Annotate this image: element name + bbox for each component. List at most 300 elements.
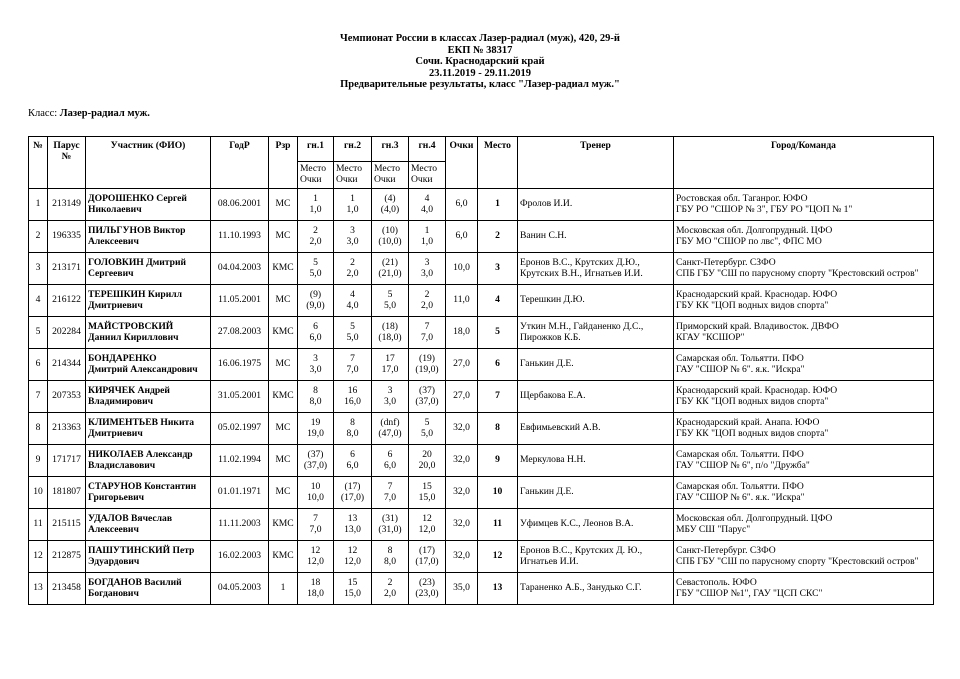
cell-year: 31.05.2001 <box>211 381 269 413</box>
cell-race-3 <box>372 253 409 285</box>
race-1-line1: 6 <box>313 320 318 332</box>
cell-place: 12 <box>478 541 518 573</box>
race-1-line1: 2 <box>313 224 318 236</box>
name-line1: УДАЛОВ Вячеслав <box>88 512 173 524</box>
cell-rank: МС <box>269 413 298 445</box>
race-3-line1: 7 <box>387 480 393 492</box>
name-line2: Дмитриевич <box>88 427 143 439</box>
race-2-line1: 16 <box>347 384 358 396</box>
city-line2: ГБУ МО "СШОР по лвс", ФПС МО <box>676 235 822 247</box>
cell-city <box>674 253 934 285</box>
cell-race-3 <box>372 445 409 477</box>
cell-race-2 <box>334 541 372 573</box>
cell-sail: 181807 <box>48 477 86 509</box>
race-2-line1: 7 <box>350 352 355 364</box>
cell-race-2 <box>334 285 372 317</box>
class-value: Лазер-радиал муж. <box>59 108 150 119</box>
header-race-3: гн.3 <box>372 137 409 162</box>
cell-race-2 <box>334 189 372 221</box>
name-line2: Владиславович <box>88 459 156 471</box>
cell-rank: МС <box>269 221 298 253</box>
name-line1: ГОЛОВКИН Дмитрий <box>88 256 187 268</box>
race-3-line1: 2 <box>387 576 393 588</box>
cell-race-2 <box>334 221 372 253</box>
table-row <box>29 381 934 413</box>
race-2-line2: 8,0 <box>346 427 359 439</box>
race-2-line2: 15,0 <box>344 587 361 599</box>
race-1-line1: 5 <box>313 256 318 268</box>
cell-sail: 213458 <box>48 573 86 605</box>
sub-place-label: Место <box>374 163 401 174</box>
cell-points: 32,0 <box>446 509 478 541</box>
name-line2: Дмитриевич <box>88 299 143 311</box>
cell-city <box>674 413 934 445</box>
cell-num: 13 <box>29 573 48 605</box>
cell-name <box>86 573 211 605</box>
cell-race-4 <box>409 221 446 253</box>
race-3-line1: 6 <box>387 448 393 460</box>
cell-city <box>674 189 934 221</box>
race-2-line2: 3,0 <box>346 235 359 247</box>
race-4-line1: (19) <box>419 352 435 364</box>
cell-sail: 207353 <box>48 381 86 413</box>
cell-coach <box>518 221 674 253</box>
cell-race-3 <box>372 573 409 605</box>
cell-coach <box>518 381 674 413</box>
cell-coach <box>518 285 674 317</box>
cell-points: 27,0 <box>446 381 478 413</box>
cell-points: 10,0 <box>446 253 478 285</box>
results-table <box>28 136 934 605</box>
race-3-line2: 3,0 <box>384 395 396 407</box>
cell-num: 8 <box>29 413 48 445</box>
cell-race-4 <box>409 317 446 349</box>
header-year: ГодР <box>211 137 269 189</box>
cell-city <box>674 445 934 477</box>
race-2-line1: 8 <box>350 416 355 428</box>
race-1-line2: 7,0 <box>309 523 322 535</box>
header-race-4: гн.4 <box>409 137 446 162</box>
cell-year: 11.10.1993 <box>211 221 269 253</box>
cell-rank: КМС <box>269 509 298 541</box>
race-4-line1: 3 <box>424 256 430 268</box>
cell-coach <box>518 573 674 605</box>
race-3-line2: (10,0) <box>378 235 402 247</box>
race-4-line2: (23,0) <box>415 587 439 599</box>
cell-year: 01.01.1971 <box>211 477 269 509</box>
cell-year: 16.02.2003 <box>211 541 269 573</box>
cell-race-3 <box>372 285 409 317</box>
city-line2: ГАУ "СШОР № 6", п/о "Дружба" <box>676 459 810 471</box>
name-line1: ПИЛЬГУНОВ Виктор <box>88 224 186 236</box>
cell-coach <box>518 189 674 221</box>
race-2-line2: 13,0 <box>344 523 361 535</box>
cell-sail: 202284 <box>48 317 86 349</box>
sub-place-label: Место <box>411 163 438 174</box>
cell-race-3 <box>372 349 409 381</box>
cell-sail: 196335 <box>48 221 86 253</box>
city-line1: Краснодарский край. Краснодар. ЮФО <box>676 384 838 396</box>
race-3-line1: (10) <box>382 224 398 236</box>
cell-race-1 <box>298 477 334 509</box>
cell-race-1 <box>298 509 334 541</box>
cell-coach <box>518 541 674 573</box>
cell-race-4 <box>409 413 446 445</box>
name-line2: Владимирович <box>88 395 154 407</box>
race-4-line2: 1,0 <box>421 235 433 247</box>
sub-place-label: Место <box>336 163 363 174</box>
document-header <box>0 33 960 91</box>
city-line1: Самарская обл. Тольятти. ПФО <box>676 480 804 492</box>
name-line1: БОГДАНОВ Василий <box>88 576 182 588</box>
city-line2: ГАУ "СШОР № 6". я.к. "Искра" <box>676 363 805 375</box>
city-line1: Севастополь. ЮФО <box>676 576 757 588</box>
cell-place: 3 <box>478 253 518 285</box>
name-line2: Даниил Кириллович <box>88 331 179 343</box>
coach-line1: Еронов В.С., Крутских Д. Ю., <box>520 544 643 556</box>
coach-line1: Уткин М.Н., Гайданенко Д.С., <box>520 320 644 332</box>
cell-name <box>86 413 211 445</box>
coach-line1: Терешкин Д.Ю. <box>520 294 585 306</box>
city-line1: Краснодарский край. Краснодар. ЮФО <box>676 288 838 300</box>
coach-line1: Меркулова Н.Н. <box>520 454 586 466</box>
name-line1: МАЙСТРОВСКИЙ <box>88 320 174 332</box>
race-3-line2: 5,0 <box>384 299 396 311</box>
race-4-line2: 7,0 <box>421 331 433 343</box>
race-2-line2: 5,0 <box>346 331 359 343</box>
cell-race-3 <box>372 541 409 573</box>
name-line1: КИРЯЧЕК Андрей <box>88 384 170 396</box>
race-3-line2: (18,0) <box>378 331 402 343</box>
city-line2: МБУ СШ "Парус" <box>676 523 751 535</box>
cell-place: 2 <box>478 221 518 253</box>
cell-num: 5 <box>29 317 48 349</box>
name-line2: Эдуардович <box>88 555 140 567</box>
cell-num: 1 <box>29 189 48 221</box>
race-2-line2: 7,0 <box>346 363 359 375</box>
cell-rank: МС <box>269 477 298 509</box>
name-line1: НИКОЛАЕВ Александр <box>88 448 193 460</box>
race-4-line2: 5,0 <box>421 427 433 439</box>
cell-coach <box>518 509 674 541</box>
cell-year: 11.05.2001 <box>211 285 269 317</box>
cell-points: 35,0 <box>446 573 478 605</box>
cell-city <box>674 381 934 413</box>
cell-coach <box>518 445 674 477</box>
cell-race-1 <box>298 413 334 445</box>
cell-race-1 <box>298 189 334 221</box>
race-2-line1: (17) <box>344 480 361 492</box>
cell-rank: МС <box>269 445 298 477</box>
race-2-line1: 3 <box>350 224 355 236</box>
table-row <box>29 285 934 317</box>
cell-race-4 <box>409 349 446 381</box>
cell-race-4 <box>409 509 446 541</box>
table-row <box>29 573 934 605</box>
cell-race-3 <box>372 189 409 221</box>
cell-race-2 <box>334 509 372 541</box>
race-4-line1: (17) <box>419 544 435 556</box>
cell-coach <box>518 253 674 285</box>
cell-place: 11 <box>478 509 518 541</box>
race-1-line1: 8 <box>313 384 318 396</box>
cell-race-4 <box>409 445 446 477</box>
cell-race-2 <box>334 253 372 285</box>
city-line1: Самарская обл. Тольятти. ПФО <box>676 448 804 460</box>
sub-points-label: Очки <box>374 173 396 185</box>
race-4-line1: 12 <box>422 512 432 524</box>
race-4-line1: 5 <box>424 416 430 428</box>
cell-race-4 <box>409 381 446 413</box>
city-line2: ГБУ КК "ЦОП водных видов спорта" <box>676 395 829 407</box>
cell-race-2 <box>334 477 372 509</box>
name-line1: ДОРОШЕНКО Сергей <box>88 192 187 204</box>
cell-rank: 1 <box>269 573 298 605</box>
cell-year: 11.11.2003 <box>211 509 269 541</box>
race-1-line2: 8,0 <box>309 395 322 407</box>
cell-race-1 <box>298 317 334 349</box>
cell-rank: МС <box>269 189 298 221</box>
race-1-line2: 5,0 <box>309 267 322 279</box>
race-3-line2: (47,0) <box>378 427 402 439</box>
coach-line1: Ганькин Д.Е. <box>520 358 574 370</box>
cell-year: 05.02.1997 <box>211 413 269 445</box>
event-location: Сочи. Краснодарский край <box>415 56 545 68</box>
subheader-race-3 <box>372 162 409 189</box>
cell-city <box>674 317 934 349</box>
race-4-line2: (19,0) <box>415 363 439 375</box>
race-1-line1: 19 <box>310 416 321 428</box>
race-1-line2: 3,0 <box>309 363 322 375</box>
race-1-line2: 12,0 <box>307 555 324 567</box>
cell-sail: 212875 <box>48 541 86 573</box>
race-4-line2: 12,0 <box>418 523 436 535</box>
race-3-line2: (31,0) <box>378 523 402 535</box>
name-line2: Богданович <box>88 587 139 599</box>
cell-race-3 <box>372 413 409 445</box>
cell-sail: 213363 <box>48 413 86 445</box>
table-row <box>29 189 934 221</box>
race-2-line1: 4 <box>350 288 355 300</box>
cell-city <box>674 349 934 381</box>
cell-city <box>674 477 934 509</box>
cell-place: 6 <box>478 349 518 381</box>
cell-rank: КМС <box>269 253 298 285</box>
race-3-line2: 17,0 <box>381 363 399 375</box>
cell-sail: 171717 <box>48 445 86 477</box>
header-coach: Тренер <box>518 137 674 189</box>
race-4-line2: 2,0 <box>421 299 433 311</box>
cell-coach <box>518 349 674 381</box>
subheader-race-4 <box>409 162 446 189</box>
race-4-line2: 15,0 <box>418 491 436 503</box>
race-4-line1: (37) <box>419 384 435 396</box>
race-3-line2: (4,0) <box>380 203 400 215</box>
name-line1: ТЕРЕШКИН Кирилл <box>88 288 182 300</box>
cell-points: 32,0 <box>446 413 478 445</box>
name-line2: Сергеевич <box>88 267 134 279</box>
cell-race-1 <box>298 285 334 317</box>
race-3-line1: (18) <box>382 320 398 332</box>
coach-line2: Пирожков К.Б. <box>520 331 581 343</box>
cell-rank: КМС <box>269 381 298 413</box>
cell-name <box>86 253 211 285</box>
cell-sail: 213149 <box>48 189 86 221</box>
race-3-line2: 6,0 <box>384 459 396 471</box>
cell-points: 6,0 <box>446 221 478 253</box>
race-3-line1: (4) <box>384 192 396 204</box>
name-line1: БОНДАРЕНКО <box>88 352 157 364</box>
race-3-line1: 8 <box>387 544 393 556</box>
cell-city <box>674 285 934 317</box>
subheader-race-1 <box>298 162 334 189</box>
cell-place: 1 <box>478 189 518 221</box>
table-row <box>29 445 934 477</box>
results-title: Предварительные результаты, класс "Лазер-радиал муж." <box>340 79 620 91</box>
cell-race-4 <box>409 253 446 285</box>
event-code: ЕКП № 38317 <box>447 44 513 56</box>
race-3-line1: (31) <box>382 512 398 524</box>
coach-line1: Щербакова Е.А. <box>520 390 586 402</box>
city-line1: Московская обл. Долгопрудный. ЦФО <box>676 512 833 524</box>
sub-points-label: Очки <box>411 173 433 185</box>
race-1-line1: 1 <box>313 192 318 204</box>
race-4-line1: 4 <box>424 192 430 204</box>
cell-sail: 213171 <box>48 253 86 285</box>
city-line2: ГБУ КК "ЦОП водных видов спорта" <box>676 299 829 311</box>
city-line1: Приморский край. Владивосток. ДВФО <box>676 320 839 332</box>
coach-line1: Евфимьевский А.В. <box>520 422 601 434</box>
cell-points: 18,0 <box>446 317 478 349</box>
table-row <box>29 541 934 573</box>
table-row <box>29 221 934 253</box>
race-2-line1: 1 <box>350 192 355 204</box>
cell-place: 9 <box>478 445 518 477</box>
cell-race-1 <box>298 541 334 573</box>
city-line2: ГБУ РО "СШОР № 3", ГБУ РО "ЦОП № 1" <box>676 203 853 215</box>
table-row <box>29 413 934 445</box>
city-line1: Краснодарский край. Анапа. ЮФО <box>676 416 820 428</box>
race-4-line1: (23) <box>419 576 435 588</box>
city-line1: Московская обл. Долгопрудный. ЦФО <box>676 224 833 236</box>
table-header-row <box>29 137 934 162</box>
event-dates: 23.11.2019 - 29.11.2019 <box>428 67 532 79</box>
cell-race-1 <box>298 253 334 285</box>
race-2-line2: 16,0 <box>344 395 361 407</box>
name-line2: Григорьевич <box>88 491 145 503</box>
race-1-line1: (9) <box>309 288 322 300</box>
race-4-line2: 3,0 <box>421 267 433 279</box>
cell-name <box>86 349 211 381</box>
cell-rank: КМС <box>269 541 298 573</box>
header-race-1: гн.1 <box>298 137 334 162</box>
header-sail-line1: Парус <box>53 140 80 151</box>
cell-race-4 <box>409 573 446 605</box>
cell-num: 10 <box>29 477 48 509</box>
cell-place: 13 <box>478 573 518 605</box>
cell-city <box>674 573 934 605</box>
table-row <box>29 477 934 509</box>
cell-race-1 <box>298 349 334 381</box>
race-4-line2: 20,0 <box>418 459 436 471</box>
race-3-line2: 2,0 <box>384 587 396 599</box>
cell-race-4 <box>409 541 446 573</box>
header-name: Участник (ФИО) <box>86 137 211 189</box>
coach-line1: Еронов В.С., Крутских Д.Ю., <box>520 256 640 268</box>
race-1-line2: 19,0 <box>307 427 324 439</box>
header-sail <box>48 137 86 189</box>
cell-race-3 <box>372 509 409 541</box>
cell-place: 4 <box>478 285 518 317</box>
cell-num: 12 <box>29 541 48 573</box>
city-line1: Санкт-Петербург. СЗФО <box>676 544 776 556</box>
race-1-line1: 7 <box>313 512 318 524</box>
cell-name <box>86 221 211 253</box>
table-row <box>29 253 934 285</box>
race-2-line1: 12 <box>347 544 358 556</box>
city-line1: Ростовская обл. Таганрог. ЮФО <box>676 192 808 204</box>
cell-num: 7 <box>29 381 48 413</box>
race-1-line1: 3 <box>313 352 318 364</box>
city-line2: ГБУ КК "ЦОП водных видов спорта" <box>676 427 829 439</box>
results-body <box>29 189 934 605</box>
race-3-line2: 7,0 <box>384 491 396 503</box>
cell-name <box>86 509 211 541</box>
cell-race-2 <box>334 349 372 381</box>
city-line1: Санкт-Петербург. СЗФО <box>676 256 776 268</box>
cell-year: 11.02.1994 <box>211 445 269 477</box>
race-3-line1: (dnf) <box>380 416 400 428</box>
name-line1: СТАРУНОВ Константин <box>88 480 197 492</box>
cell-rank: МС <box>269 349 298 381</box>
sub-place-label: Место <box>300 163 327 174</box>
cell-race-3 <box>372 221 409 253</box>
race-1-line1: (37) <box>307 448 324 460</box>
coach-line1: Фролов И.И. <box>520 198 573 210</box>
race-4-line1: 7 <box>424 320 430 332</box>
cell-coach <box>518 477 674 509</box>
city-line2: ГБУ "СШОР №1", ГАУ "ЦСП СКС" <box>676 587 823 599</box>
header-sail-line2: № <box>61 150 72 162</box>
cell-name <box>86 381 211 413</box>
cell-coach <box>518 317 674 349</box>
race-1-line2: 18,0 <box>307 587 324 599</box>
cell-race-4 <box>409 189 446 221</box>
name-line2: Алексеевич <box>88 235 139 247</box>
race-1-line1: 10 <box>310 480 321 492</box>
race-4-line1: 20 <box>422 448 432 460</box>
cell-points: 6,0 <box>446 189 478 221</box>
race-1-line2: (9,0) <box>306 299 325 311</box>
cell-num: 11 <box>29 509 48 541</box>
header-points: Очки <box>446 137 478 189</box>
name-line1: КЛИМЕНТЬЕВ Никита <box>88 416 195 428</box>
cell-race-1 <box>298 221 334 253</box>
race-2-line1: 2 <box>350 256 355 268</box>
cell-place: 8 <box>478 413 518 445</box>
cell-points: 11,0 <box>446 285 478 317</box>
race-1-line1: 12 <box>310 544 321 556</box>
cell-name <box>86 541 211 573</box>
race-1-line2: 1,0 <box>309 203 322 215</box>
cell-race-1 <box>298 445 334 477</box>
cell-points: 32,0 <box>446 541 478 573</box>
race-4-line2: (17,0) <box>415 555 439 567</box>
header-race-2: гн.2 <box>334 137 372 162</box>
race-2-line2: 4,0 <box>346 299 359 311</box>
race-1-line2: 6,0 <box>309 331 322 343</box>
race-2-line1: 15 <box>347 576 358 588</box>
